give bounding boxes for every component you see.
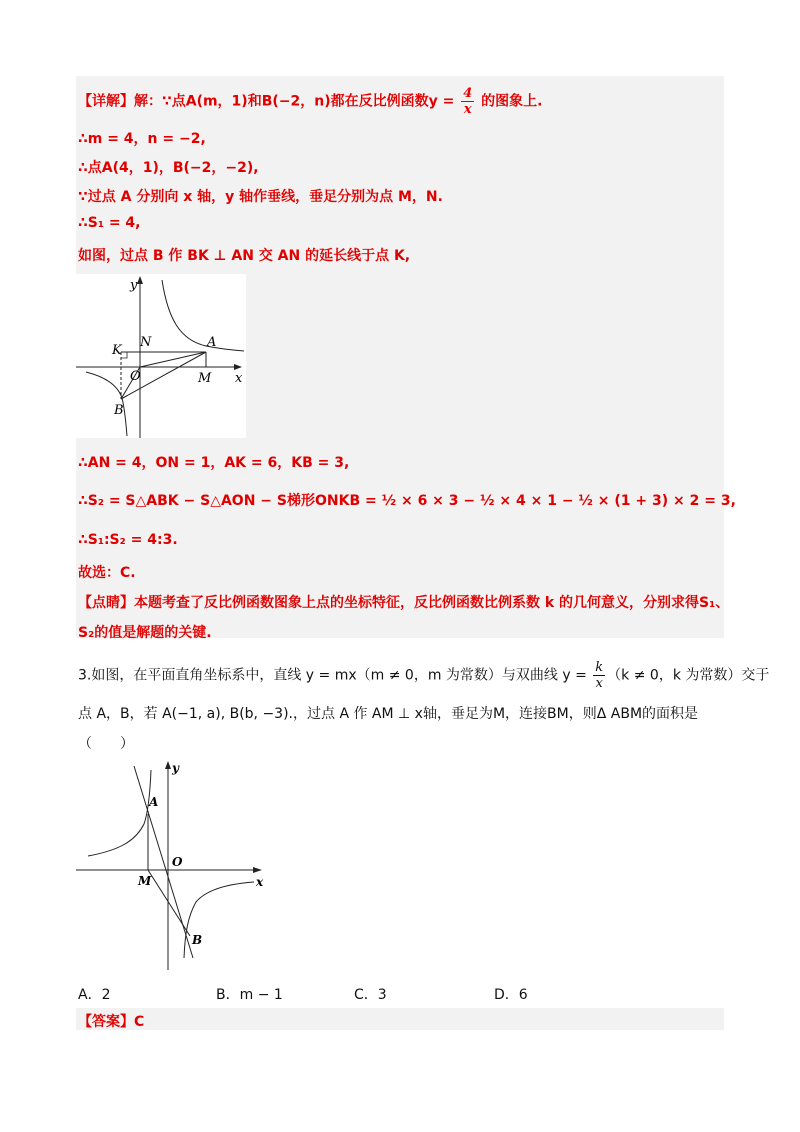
answer-text: 【答案】C (78, 1014, 145, 1030)
fraction-denominator: x (463, 102, 472, 117)
fig1-label-M: M (198, 371, 212, 386)
fraction-4-over-x (461, 86, 474, 117)
option-d[interactable]: D．6 (494, 987, 528, 1003)
question-line-1 (78, 660, 769, 691)
question-line-1-tail: （k ≠ 0，k 为常数）交于 (607, 667, 770, 684)
fig1-label-N: N (140, 335, 152, 350)
fig1-label-y: y (130, 278, 138, 293)
fig1-label-B: B (114, 403, 124, 418)
fig1-label-x: x (235, 371, 243, 386)
fraction-numerator: 4 (463, 86, 473, 101)
option-b[interactable]: B．m − 1 (216, 987, 283, 1003)
solution-line-5: ∴S₁ = 4, (78, 215, 141, 231)
fraction-k-over-x (593, 660, 605, 691)
question-line-1-text: 3.如图，在平面直角坐标系中，直线 y = mx（m ≠ 0，m 为常数）与双曲线 y = (78, 667, 592, 684)
fraction-denominator: x (595, 676, 603, 691)
solution-line-9: ∴S₁:S₂ = 4:3. (78, 532, 178, 548)
solution-line-10: 故选：C. (78, 565, 136, 581)
fig1-label-K: K (112, 343, 122, 358)
question-line-3: （ ） (78, 736, 134, 752)
answer-box (76, 1008, 724, 1030)
solution-line-4: ∵过点 A 分别向 x 轴，y 轴作垂线，垂足分别为点 M，N. (78, 189, 443, 205)
fig2-label-O: O (172, 855, 183, 869)
fig1-label-A: A (207, 335, 217, 350)
solution-line-7: ∴AN = 4，ON = 1，AK = 6，KB = 3, (78, 455, 350, 471)
option-a[interactable]: A．2 (78, 987, 111, 1003)
fig2-label-B: B (192, 933, 203, 947)
fig2-label-y: y (172, 761, 179, 775)
fraction-numerator: k (595, 660, 604, 675)
solution-line-11: 【点睛】本题考查了反比例函数图象上点的坐标特征，反比例函数比例系数 k 的几何意义，分别求得S₁、 (78, 595, 730, 611)
fig2-label-x: x (256, 875, 264, 889)
solution-line-3: ∴点A(4，1)，B(−2，−2), (78, 160, 259, 176)
fig2-label-M: M (138, 874, 152, 888)
fig2-label-A: A (149, 795, 159, 809)
solution-line-12: S₂的值是解题的关键. (78, 625, 212, 641)
fig1-label-O: O (130, 369, 141, 384)
solution-line-8: ∴S₂ = S△ABK − S△AON − S梯形ONKB = ½ × 6 × 3 − ½ × 4 × 1 − ½ × (1 + 3) × 2 = 3, (78, 493, 736, 509)
figure-2-hyperbola (76, 758, 266, 970)
question-line-2: 点 A，B，若 A(−1, a), B(b, −3).，过点 A 作 AM ⊥ x轴，垂足为M，连接BM，则Δ ABM的面积是 (78, 706, 699, 722)
solution-line-6: 如图，过点 B 作 BK ⊥ AN 交 AN 的延长线于点 K, (78, 248, 411, 264)
solution-line-1-tail: 的图象上. (476, 93, 543, 110)
figure-1-hyperbola (76, 274, 246, 438)
solution-line-1 (78, 86, 542, 117)
solution-line-2: ∴m = 4，n = −2, (78, 131, 206, 147)
solution-line-1-text: 【详解】解：∵点A(m，1)和B(−2，n)都在反比例函数y = (78, 93, 460, 110)
option-c[interactable]: C．3 (354, 987, 387, 1003)
